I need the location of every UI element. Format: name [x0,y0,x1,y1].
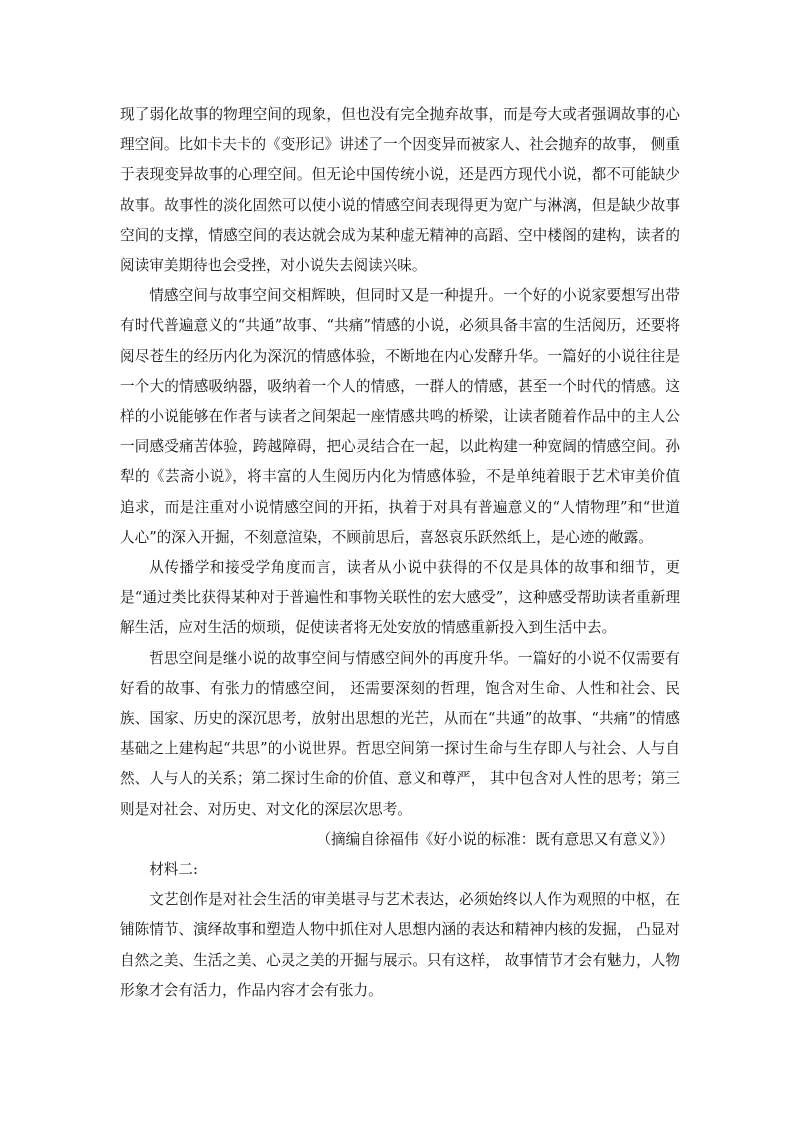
paragraph-reception: 从传播学和接受学角度而言，读者从小说中获得的不仅是具体的故事和细节，更是“通过类比获得某种对于普遍性和事物关联性的宏大感受”，这种感受帮助读者重新理解生活，应对生活的烦琐，促使读者将无处安放的情感重新投入到生活中去。 [120,559,680,637]
paragraph-philosophical-space: 哲思空间是继小说的故事空间与情感空间外的再度升华。一篇好的小说不仅需要有好看的故事、有张力的情感空间， 还需要深刻的哲理，饱含对生命、人性和社会、民族、国家、历史的深沉思考，放射出思想的光芒，从而在“共通”的故事、“共痛”的情感基础之上建构起“共思”的小说世界。哲思空间第一探讨生命与生存即人与社会、人与自然、人与人的关系；第二探讨生命的价值、意义和尊严， 其中包含对人性的思考；第三则是对社会、对历史、对文化的深层次思考。 [120,649,680,818]
article-body [120,100,680,1006]
paragraph-material2: 文艺创作是对社会生活的审美堪寻与艺术表达，必须始终以人作为观照的中枢，在铺陈情节、演绎故事和塑造人物中抓住对人思想内涵的表达和精神内核的发掘， 凸显对自然之美、生活之美、心灵之美的开掘与展示。只有这样， 故事情节才会有魅力，人物形象才会有活力，作品内容才会有张力。 [120,891,680,999]
source-citation: （摘编自徐福伟《好小说的标准：既有意思又有意义》） [316,830,674,848]
paragraph-emotional-space: 情感空间与故事空间交相辉映，但同时又是一种提升。一个好的小说家要想写出带有时代普遍意义的“共通”故事、“共痛”情感的小说，必须具备丰富的生活阅历，还要将阅尽苍生的经历内化为深沉的情感体验，不断地在内心发酵升华。一篇好的小说往往是一个大的情感吸纳器，吸纳着一个人的情感，一群人的情感，甚至一个时代的情感。这样的小说能够在作者与读者之间架起一座情感共鸣的桥梁，让读者随着作品中的主人公一同感受痛苦体验，跨越障碍，把心灵结合在一起，以此构建一种宽阔的情感空间。孙犁的《芸斋小说》，将丰富的人生阅历内化为情感体验，不是单纯着眼于艺术审美价值追求，而是注重对小说情感空间的开拓，执着于对具有普遍意义的“人情物理”和“世道人心”的深入开掘，不刻意渲染，不顾前思后，喜怒哀乐跃然纸上，是心迹的敞露。 [120,287,680,546]
paragraph-continuation: 现了弱化故事的物理空间的现象，但也没有完全抛弃故事，而是夸大或者强调故事的心理空间。比如卡夫卡的《变形记》讲述了一个因变异而被家人、社会抛弃的故事， 侧重于表现变异故事的心理空间。但无论中国传统小说，还是西方现代小说，都不可能缺少故事。故事性的淡化固然可以使小说的情感空间表现得更为宽广与淋漓，但是缺少故事空间的支撑，情感空间的表达就会成为某种虚无精神的高蹈、空中楼阁的建构，读者的阅读审美期待也会受挫，对小说失去阅读兴味。 [120,106,680,275]
material-heading: 材料二: [149,861,198,879]
